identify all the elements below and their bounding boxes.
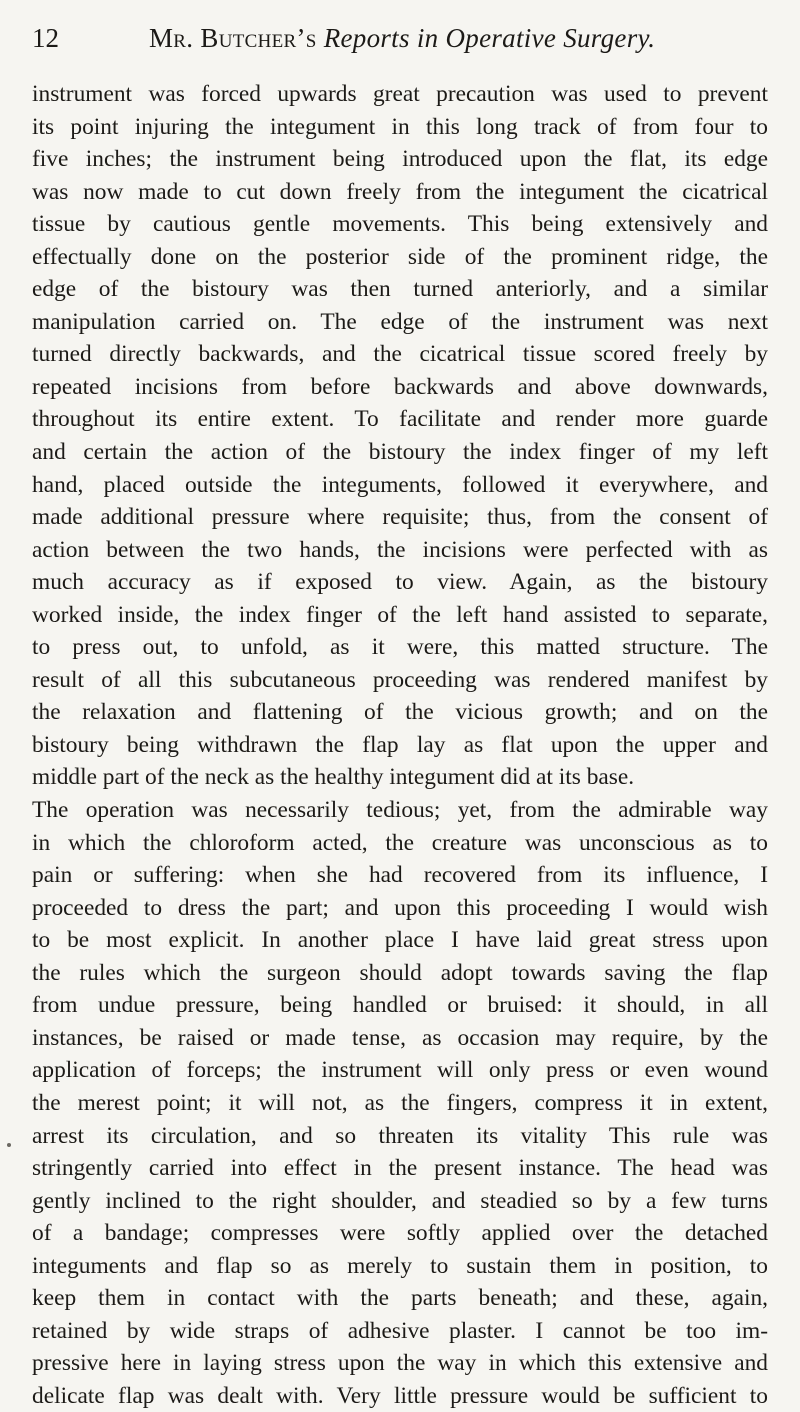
text-line: of a bandage; compresses were softly applied over the detached: [32, 1220, 768, 1247]
text-line: the merest point; it will not, as the fingers, compress it in extent,: [32, 1089, 768, 1116]
text-line: worked inside, the index finger of the left hand assisted to separate,: [32, 601, 768, 628]
text-line: instrument was forced upwards great precaution was used to prevent: [32, 81, 768, 107]
text-line: was now made to cut down freely from the integument the cicatrical: [32, 178, 768, 205]
text-line: pressive here in laying stress upon the way in which this extensive and: [32, 1350, 768, 1377]
text-line: The operation was necessarily tedious; yet, from the admirable way: [32, 797, 768, 824]
text-line: the relaxation and flattening of the vicious growth; and on the: [32, 699, 768, 726]
text-line: stringently carried into effect in the present instance. The head was: [32, 1155, 768, 1182]
text-line: application of forceps; the instrument will only press or even wound: [32, 1057, 768, 1084]
page-number: 12: [32, 23, 59, 53]
text-line: action between the two hands, the incisions were perfected with as: [32, 536, 768, 563]
text-line: integuments and flap so as merely to sustain them in position, to: [32, 1252, 768, 1279]
text-line: middle part of the neck as the healthy integument did at its base.: [32, 764, 635, 791]
text-line: edge of the bistoury was then turned anteriorly, and a similar: [32, 276, 768, 303]
text-line: much accuracy as if exposed to view. Again, as the bistoury: [32, 569, 768, 596]
text-line: to be most explicit. In another place I have laid great stress upon: [32, 927, 768, 954]
text-line: in which the chloroform acted, the creature was unconscious as to: [32, 829, 768, 856]
text-line: gently inclined to the right shoulder, and steadied so by a few turns: [32, 1187, 768, 1214]
text-line: pain or suffering: when she had recovered from its influence, I: [32, 862, 768, 889]
page-header: [24, 20, 776, 60]
text-line: made additional pressure where requisite; thus, from the consent of: [32, 504, 768, 531]
text-line: retained by wide straps of adhesive plaster. I cannot be too im-: [32, 1317, 768, 1344]
running-head-title: Reports in Operative Surgery.: [323, 23, 656, 53]
text-line: effectually done on the posterior side of the prominent ridge, the: [32, 243, 768, 270]
text-line: repeated incisions from before backwards and above downwards,: [32, 373, 768, 400]
text-line: tissue by cautious gentle movements. This being extensively and: [32, 211, 768, 238]
running-head: [149, 20, 655, 56]
text-line: arrest its circulation, and so threaten its vitality This rule was: [32, 1122, 768, 1149]
text-line: to press out, to unfold, as it were, this matted structure. The: [32, 634, 768, 661]
text-line: keep them in contact with the parts beneath; and these, again,: [32, 1285, 768, 1312]
text-line: and certain the action of the bistoury the index finger of my left: [32, 439, 768, 466]
text-line: manipulation carried on. The edge of the instrument was next: [32, 308, 768, 335]
text-line: bistoury being withdrawn the flap lay as flat upon the upper and: [32, 731, 768, 758]
text-line: from undue pressure, being handled or bruised: it should, in all: [32, 992, 768, 1019]
text-line: throughout its entire extent. To facilitate and render more guarde: [32, 406, 768, 433]
text-line: hand, placed outside the integuments, followed it everywhere, and: [32, 471, 768, 498]
running-head-author: Mr. Butcher’s: [149, 23, 324, 53]
margin-dot: [7, 1143, 11, 1147]
body-text: [32, 78, 768, 1412]
text-line: its point injuring the integument in this long track of from four to: [32, 113, 768, 140]
text-line: turned directly backwards, and the cicatrical tissue scored freely by: [32, 341, 768, 368]
text-line: the rules which the surgeon should adopt towards saving the flap: [32, 959, 768, 986]
text-line: result of all this subcutaneous proceeding was rendered manifest by: [32, 666, 768, 693]
text-line: five inches; the instrument being introduced upon the flat, its edge: [32, 146, 768, 173]
text-line: instances, be raised or made tense, as occasion may require, by the: [32, 1024, 768, 1051]
text-line: delicate flap was dealt with. Very little pressure would be sufficient to: [32, 1382, 768, 1409]
text-line: proceeded to dress the part; and upon this proceeding I would wish: [32, 894, 768, 921]
